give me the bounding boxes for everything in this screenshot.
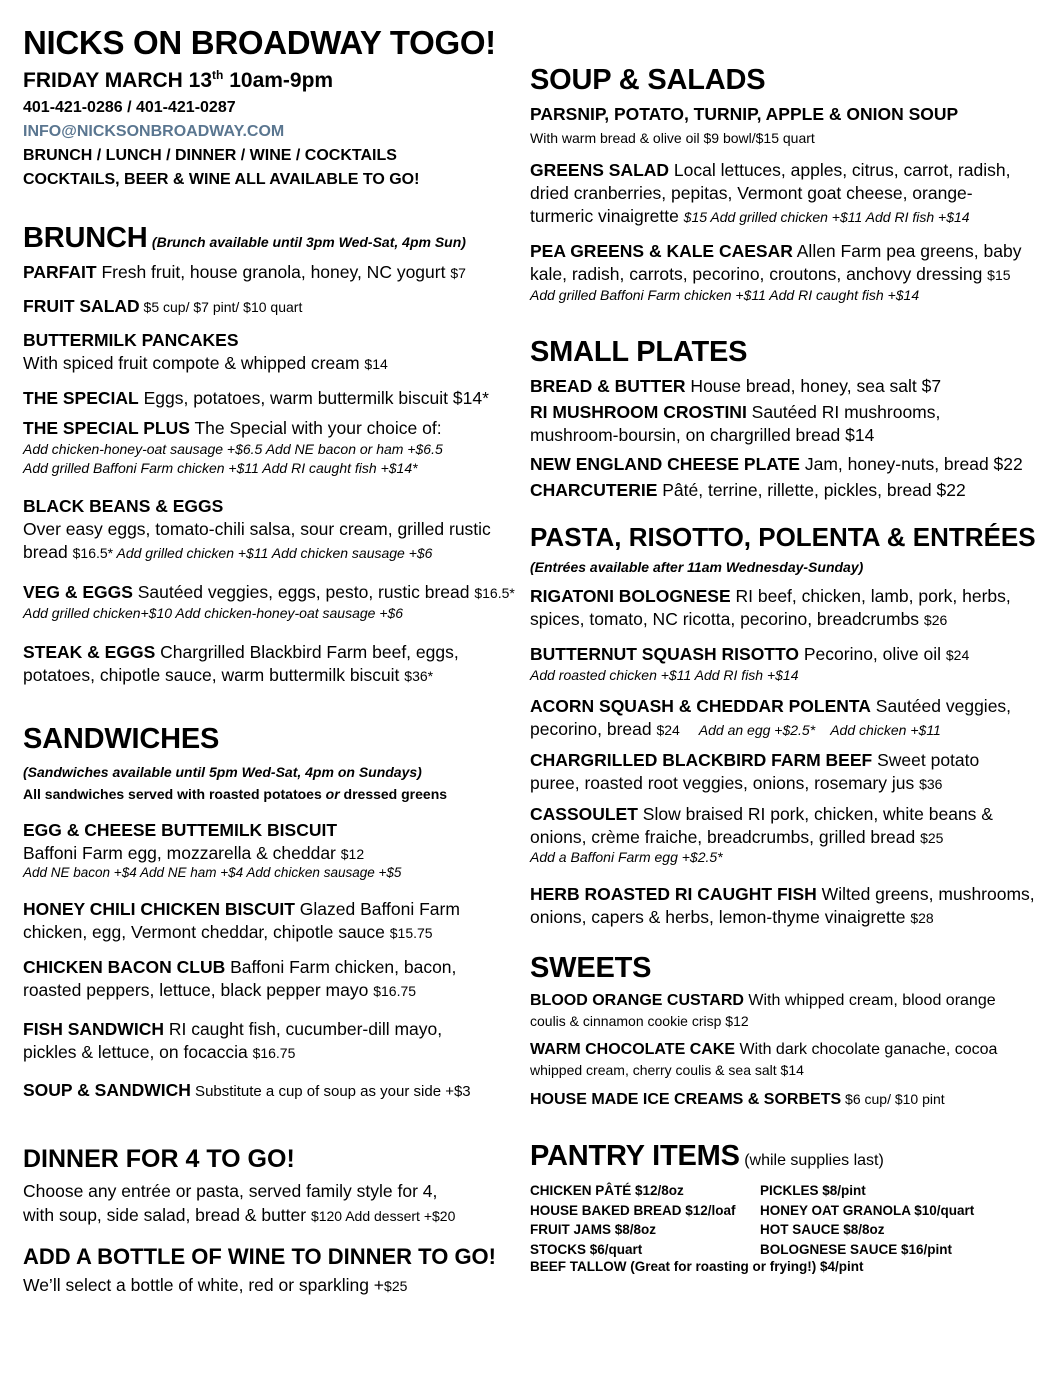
item-risotto: BUTTERNUT SQUASH RISOTTO Pecorino, olive oil $24 Add roasted chicken +$11 Add RI fish +$14	[530, 644, 970, 683]
pantry-item: PICKLES $8/pint	[760, 1183, 866, 1198]
item-the-special: THE SPECIAL Eggs, potatoes, warm buttermilk biscuit $14*	[23, 388, 489, 408]
item-cheese-plate: NEW ENGLAND CHEESE PLATE Jam, honey-nuts, bread $22	[530, 454, 1023, 474]
item-greens-salad: GREENS SALAD Local lettuces, apples, citrus, carrot, radish, dried cranberries, pepitas, Vermont goat cheese, orange- turmeric vinaigrette $15 Add grilled chicken +$11 Add RI fish +$14	[530, 160, 1011, 226]
wine-heading: ADD A BOTTLE OF WINE TO DINNER TO GO!	[23, 1244, 496, 1269]
sandwiches-sides-note: All sandwiches served with roasted potatoes or dressed greens	[23, 786, 448, 802]
item-polenta: ACORN SQUASH & CHEDDAR POLENTA Sautéed veggies, pecorino, bread $24 Add an egg +$2.5* Add chicken +$11	[530, 696, 1012, 739]
pantry-col-2	[760, 1181, 974, 1259]
item-blood-orange: BLOOD ORANGE CUSTARD With whipped cream, blood orange coulis & cinnamon cookie crisp $12	[530, 992, 996, 1029]
pasta-note: (Entrées available after 11am Wednesday-Sunday)	[530, 559, 864, 575]
item-fish-sandwich: FISH SANDWICH RI caught fish, cucumber-dill mayo, pickles & lettuce, on focaccia $16.75	[23, 1019, 443, 1062]
item-veg-eggs: VEG & EGGS Sautéed veggies, eggs, pesto, rustic bread $16.5* Add grilled chicken+$10 Add chicken-honey-oat sausage +$6	[23, 582, 515, 621]
item-steak-eggs: STEAK & EGGS Chargrilled Blackbird Farm beef, eggs, potatoes, chipotle sauce, warm buttermilk biscuit $36*	[23, 642, 459, 685]
pantry-item: CHICKEN PÂTÉ $12/8oz	[530, 1183, 684, 1198]
item-herb-fish: HERB ROASTED RI CAUGHT FISH Wilted greens, mushrooms, onions, capers & herbs, lemon-thyme vinaigrette $28	[530, 884, 1035, 927]
pantry-item: HOT SAUCE $8/8oz	[760, 1222, 885, 1237]
item-parsnip-soup: PARSNIP, POTATO, TURNIP, APPLE & ONION SOUP	[530, 104, 959, 124]
item-rigatoni: RIGATONI BOLOGNESE RI beef, chicken, lamb, pork, herbs, spices, tomato, NC ricotta, pecorino, breadcrumbs $26	[530, 586, 1011, 629]
pantry-col-1	[530, 1181, 736, 1259]
pantry-item: HONEY OAT GRANOLA $10/quart	[760, 1202, 975, 1218]
dinner-for-four-heading: DINNER FOR 4 TO GO!	[23, 1145, 295, 1173]
togo-note: COCKTAILS, BEER & WINE ALL AVAILABLE TO GO!	[23, 171, 420, 188]
pantry-item: STOCKS $6/quart	[530, 1241, 643, 1257]
restaurant-title: NICKS ON BROADWAY TOGO!	[23, 24, 496, 61]
email-link[interactable]: INFO@NICKSONBROADWAY.COM	[23, 123, 285, 140]
pantry-item: HOUSE BAKED BREAD $12/loaf	[530, 1202, 736, 1218]
item-charcuterie: CHARCUTERIE Pâté, terrine, rillette, pickles, bread $22	[530, 480, 966, 500]
item-egg-cheese-biscuit: EGG & CHEESE BUTTEMILK BISCUIT Baffoni Farm egg, mozzarella & cheddar $12 Add NE bacon +$4 Add NE ham +$4 Add chicken sausage +$5	[23, 820, 402, 880]
date-hours: FRIDAY MARCH 13th 10am-9pm	[23, 68, 334, 92]
wine-desc: We’ll select a bottle of white, red or sparkling +$25	[23, 1275, 408, 1295]
pantry-beef-tallow: BEEF TALLOW (Great for roasting or frying!) $4/pint	[530, 1259, 864, 1274]
sandwiches-heading: SANDWICHES	[23, 723, 220, 755]
soup-salads-heading: SOUP & SALADS	[530, 64, 766, 96]
services-line: BRUNCH / LUNCH / DINNER / WINE / COCKTAILS	[23, 147, 397, 164]
sweets-heading: SWEETS	[530, 952, 652, 984]
item-parsnip-soup-desc: With warm bread & olive oil $9 bowl/$15 quart	[530, 130, 815, 146]
pantry-heading: PANTRY ITEMS (while supplies last)	[530, 1140, 884, 1172]
item-special-plus: THE SPECIAL PLUS The Special with your choice of: Add chicken-honey-oat sausage +$6.5 Add NE bacon or ham +$6.5 Add grilled Baffoni Farm chicken +$11 Add RI caught fish +$14*	[23, 418, 443, 476]
item-black-beans: BLACK BEANS & EGGS Over easy eggs, tomato-chili salsa, sour cream, grilled rustic bread $16.5* Add grilled chicken +$11 Add chicken sausage +$6	[23, 496, 491, 562]
item-parfait: PARFAIT Fresh fruit, house granola, honey, NC yogurt $7	[23, 262, 466, 282]
pantry-item: FRUIT JAMS $8/8oz	[530, 1222, 657, 1237]
item-chargrilled-beef: CHARGRILLED BLACKBIRD FARM BEEF Sweet potato puree, roasted root veggies, onions, rosemary jus $36	[530, 750, 980, 793]
item-mushroom-crostini: RI MUSHROOM CROSTINI Sautéed RI mushrooms, mushroom-boursin, on chargrilled bread $14	[530, 402, 941, 445]
item-bread-butter: BREAD & BUTTER House bread, honey, sea salt $7	[530, 376, 942, 396]
item-ice-creams: HOUSE MADE ICE CREAMS & SORBETS $6 cup/ $10 pint	[530, 1091, 945, 1108]
small-plates-heading: SMALL PLATES	[530, 336, 748, 368]
item-chocolate-cake: WARM CHOCOLATE CAKE With dark chocolate ganache, cocoa whipped cream, cherry coulis & sea salt $14	[530, 1041, 998, 1078]
item-chicken-bacon-club: CHICKEN BACON CLUB Baffoni Farm chicken, bacon, roasted peppers, lettuce, black pepper mayo $16.75	[23, 957, 457, 1000]
item-cassoulet: CASSOULET Slow braised RI pork, chicken, white beans & onions, crème fraiche, breadcrumbs, grilled bread $25 Add a Baffoni Farm egg +$2.5*	[530, 804, 993, 865]
item-kale-caesar: PEA GREENS & KALE CAESAR Allen Farm pea greens, baby kale, radish, carrots, pecorino, croutons, anchovy dressing $15 Add grilled Baffoni Farm chicken +$11 Add RI caught fish +$14	[530, 241, 1022, 303]
pasta-heading: PASTA, RISOTTO, POLENTA & ENTRÉES	[530, 522, 1036, 552]
brunch-heading: BRUNCH (Brunch available until 3pm Wed-Sat, 4pm Sun)	[23, 222, 466, 254]
item-fruit-salad: FRUIT SALAD $5 cup/ $7 pint/ $10 quart	[23, 296, 303, 316]
dinner-for-four-desc2: with soup, side salad, bread & butter $120 Add dessert +$20	[23, 1205, 456, 1225]
pantry-item: BOLOGNESE SAUCE $16/pint	[760, 1241, 953, 1257]
item-soup-sandwich: SOUP & SANDWICH Substitute a cup of soup as your side +$3	[23, 1080, 471, 1100]
sandwiches-note: (Sandwiches available until 5pm Wed-Sat, 4pm on Sundays)	[23, 764, 422, 780]
item-pancakes: BUTTERMILK PANCAKES With spiced fruit compote & whipped cream $14	[23, 330, 388, 373]
dinner-for-four-desc1: Choose any entrée or pasta, served family style for 4,	[23, 1181, 438, 1201]
phone-numbers: 401-421-0286 / 401-421-0287	[23, 99, 236, 116]
item-honey-chili-biscuit: HONEY CHILI CHICKEN BISCUIT Glazed Baffoni Farm chicken, egg, Vermont cheddar, chipotle sauce $15.75	[23, 899, 460, 942]
